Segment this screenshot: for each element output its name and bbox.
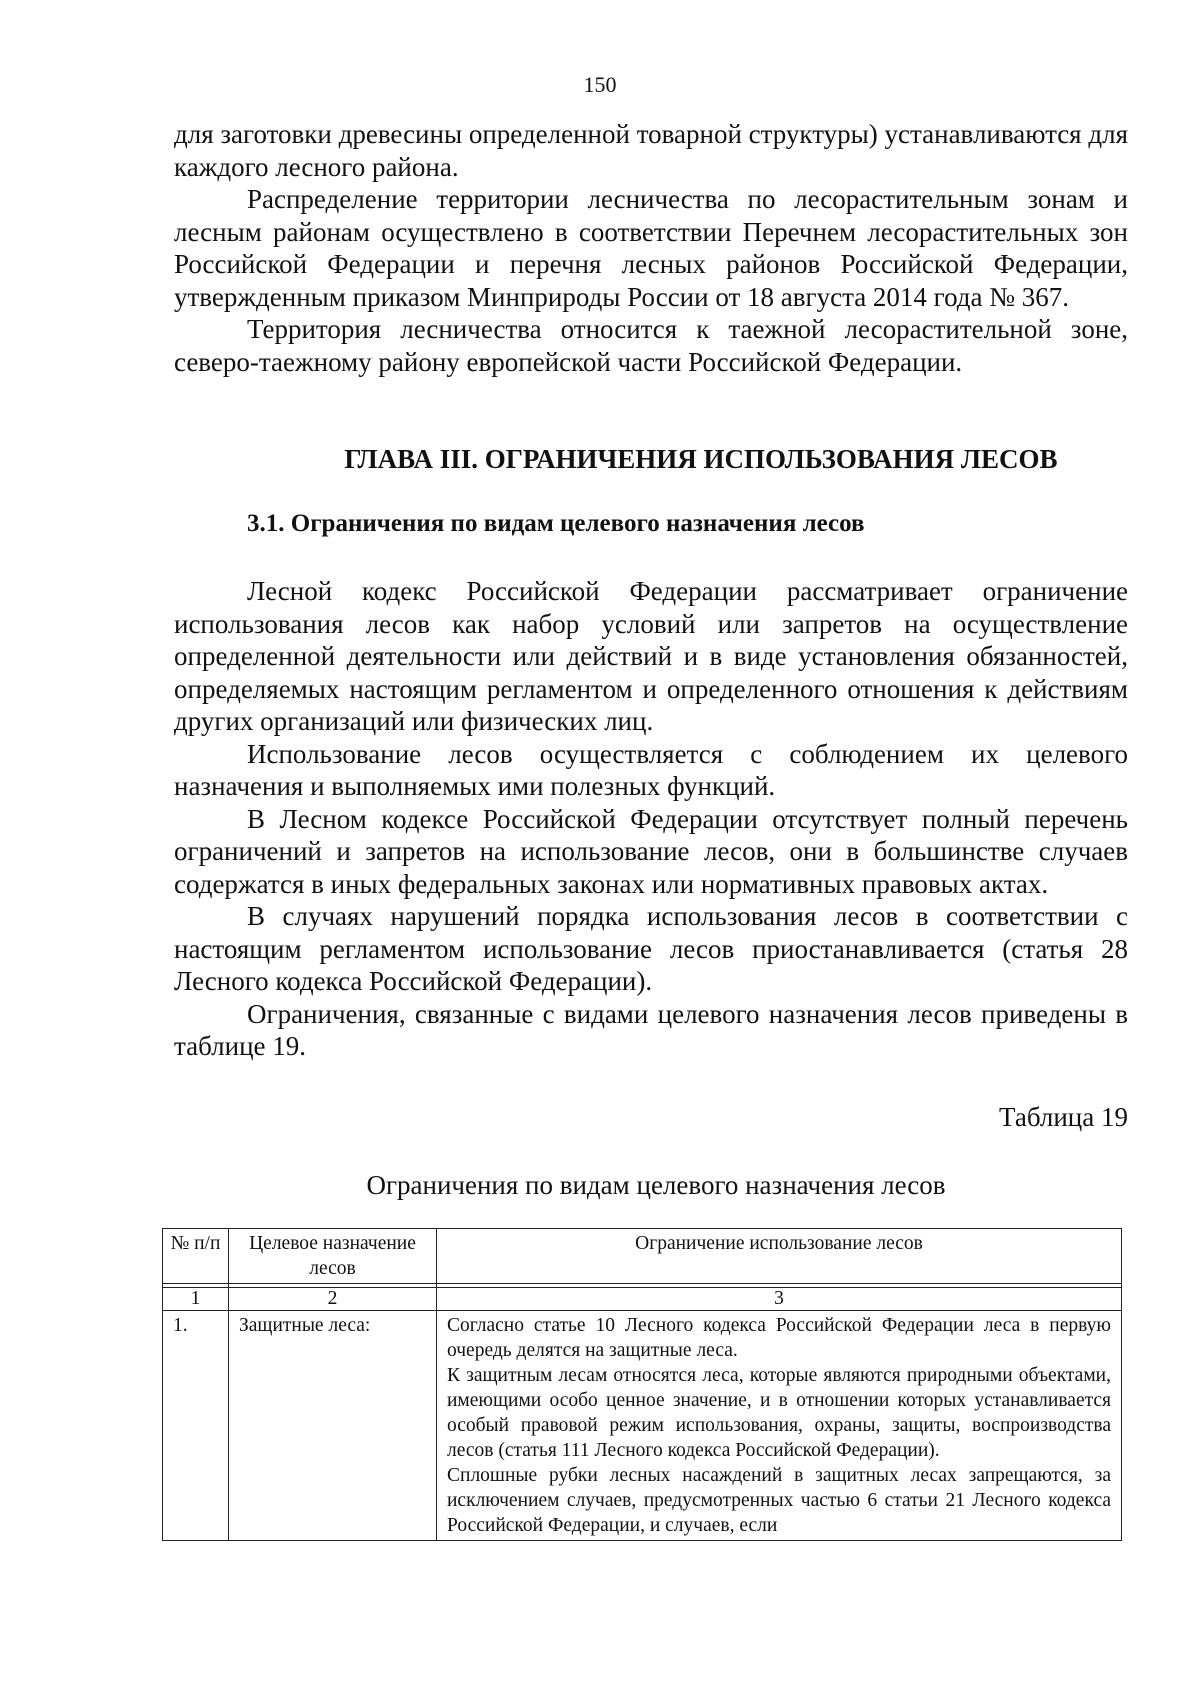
- column-number-row: [163, 1288, 1122, 1311]
- intro-text-block: [174, 118, 1128, 378]
- row-purpose: Защитные леса:: [229, 1311, 437, 1541]
- header-purpose: Целевое назначение лесов: [229, 1229, 437, 1284]
- restrictions-table: [162, 1228, 1122, 1541]
- paragraph: Территория лесничества относится к таежной лесорастительной зоне, северо-таежному району европейской части Российской Федерации.: [174, 314, 1128, 377]
- table-title: Ограничения по видам целевого назначения лесов: [366, 1170, 946, 1200]
- column-number: 2: [229, 1288, 437, 1311]
- paragraph: В Лесном кодексе Российской Федерации отсутствует полный перечень ограничений и запретов на использование лесов, они в большинстве случаев содержатся в иных федеральных законах или нормативных правовых актах.: [174, 803, 1128, 899]
- table-row: [163, 1311, 1122, 1541]
- header-num: № п/п: [163, 1229, 229, 1284]
- paragraph: Распределение территории лесничества по лесорастительным зонам и лесным районам осуществлено в соответствии Перечнем лесорастительных зон Российской Федерации и перечня лесных районов Российской Федерации, утвержденным приказом Минприроды России от 18 августа 2014 года № 367.: [174, 184, 1128, 312]
- paragraph: для заготовки древесины определенной товарной структуры) устанавливаются для каждого лесного района.: [174, 119, 1128, 182]
- restriction-paragraph: Сплошные рубки лесных насаждений в защитных лесах запрещаются, за исключением случаев, предусмотренных частью 6 статьи 21 Лесного кодекса Российской Федерации, и случаев, если: [447, 1465, 1111, 1536]
- chapter-title: ГЛАВА III. ОГРАНИЧЕНИЯ ИСПОЛЬЗОВАНИЯ ЛЕСОВ: [344, 444, 1058, 474]
- table-label: Таблица 19: [999, 1102, 1128, 1132]
- paragraph: Ограничения, связанные с видами целевого назначения лесов приведены в таблице 19.: [174, 998, 1128, 1061]
- restriction-paragraph: К защитным лесам относятся леса, которые являются природными объектами, имеющими особо ценное значение, и в отношении которых устанавливается особый правовой режим использования, охраны, защиты, воспроизводства лесов (статья 111 Лесного кодекса Российской Федерации).: [447, 1365, 1111, 1461]
- column-number: 1: [163, 1288, 229, 1311]
- row-num: 1.: [163, 1311, 229, 1541]
- paragraph: Лесной кодекс Российской Федерации рассматривает ограничение использования лесов как набор условий или запретов на осуществление определенной деятельности или действий и в виде установления обязанностей, определяемых настоящим регламентом и определенного отношения к действиям других организаций или физических лиц.: [174, 576, 1128, 736]
- column-number: 3: [437, 1288, 1122, 1311]
- page-number: 150: [583, 72, 617, 97]
- paragraph: В случаях нарушений порядка использования лесов в соответствии с настоящим регламентом использование лесов приостанавливается (статья 28 Лесного кодекса Российской Федерации).: [174, 901, 1128, 996]
- row-restriction: [437, 1311, 1122, 1541]
- table-header-row: [163, 1229, 1122, 1284]
- section-title: 3.1. Ограничения по видам целевого назначения лесов: [247, 510, 865, 537]
- header-restriction: Ограничение использование лесов: [437, 1229, 1122, 1284]
- paragraph: Использование лесов осуществляется с соблюдением их целевого назначения и выполняемых ими полезных функций.: [174, 738, 1128, 801]
- main-text-block: [174, 575, 1128, 1063]
- restriction-paragraph: Согласно статье 10 Лесного кодекса Российской Федерации леса в первую очередь делятся на защитные леса.: [447, 1315, 1111, 1361]
